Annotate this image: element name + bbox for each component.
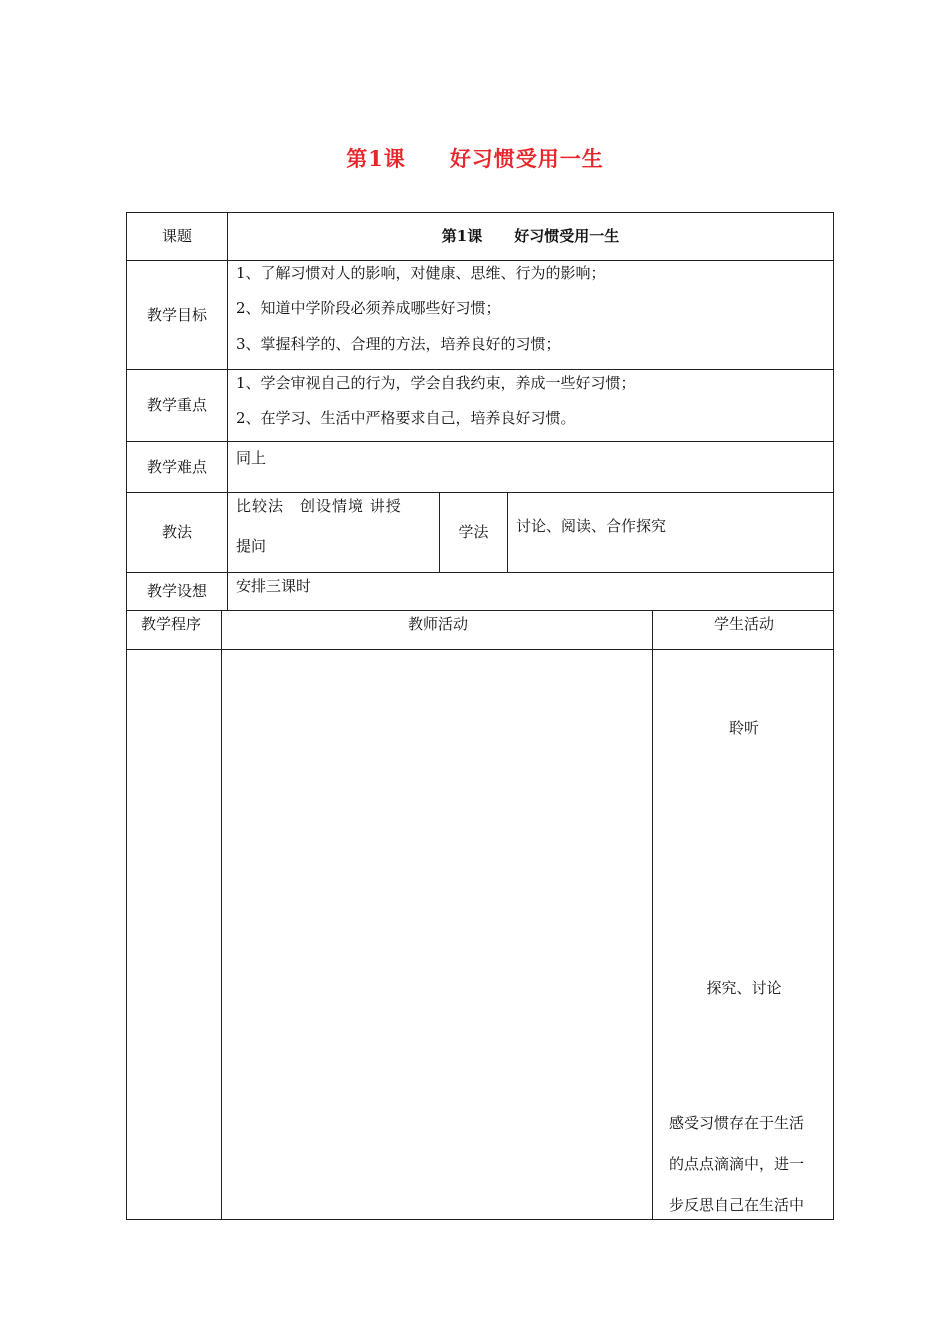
topic-label-cell — [126, 212, 228, 261]
difficulty-content-cell — [227, 441, 834, 493]
design-label-cell — [126, 572, 228, 611]
design-content-cell — [227, 572, 834, 611]
goals-label-cell — [126, 260, 228, 370]
procedure-body-cell — [126, 649, 222, 1220]
student-activity-explore: 探究、讨论 — [706, 979, 782, 997]
title-lesson-topic: 好习惯受用一生 — [449, 146, 604, 171]
student-header: 学生活动 — [713, 615, 774, 633]
difficulty-label-cell — [126, 441, 228, 493]
student-activity-reflect: 步反思自己在生活中 — [669, 1196, 805, 1214]
student-body-cell — [652, 649, 834, 1220]
document-title — [0, 143, 950, 173]
focus-content-cell — [227, 369, 834, 442]
topic-label: 课题 — [161, 227, 192, 245]
student-header-cell — [652, 610, 834, 650]
teacher-body-cell — [221, 649, 653, 1220]
teacher-header: 教师活动 — [407, 615, 468, 633]
teaching-method-line: 提问 — [236, 537, 267, 555]
goal-item: 3、掌握科学的、合理的方法，培养良好的习惯； — [236, 335, 561, 353]
design-label: 教学设想 — [146, 582, 207, 600]
learning-method-content-cell — [507, 492, 834, 573]
teaching-method-label-cell — [126, 492, 228, 573]
focus-item: 2、在学习、生活中严格要求自己，培养良好习惯。 — [236, 409, 576, 427]
focus-label: 教学重点 — [146, 396, 207, 414]
learning-method-label-cell — [439, 492, 508, 573]
student-activity-listen: 聆听 — [728, 719, 759, 737]
focus-label-cell — [126, 369, 228, 442]
goal-item: 1、了解习惯对人的影响，对健康、思维、行为的影响； — [236, 264, 606, 282]
difficulty-value: 同上 — [236, 449, 267, 467]
procedure-header-cell — [126, 610, 222, 650]
student-activity-reflect: 感受习惯存在于生活 — [669, 1114, 805, 1132]
learning-method-label: 学法 — [458, 523, 489, 541]
topic-value-cell — [227, 212, 834, 261]
teaching-method-line: 比较法 创设情境 讲授 — [236, 497, 402, 515]
goals-content-cell — [227, 260, 834, 370]
teaching-method-content-cell — [227, 492, 440, 573]
title-lesson-number: 第1课 — [346, 146, 406, 171]
procedure-header: 教学程序 — [141, 615, 202, 633]
goal-item: 2、知道中学阶段必须养成哪些好习惯； — [236, 299, 501, 317]
focus-item: 1、学会审视自己的行为，学会自我约束，养成一些好习惯； — [236, 374, 636, 392]
teaching-method-label: 教法 — [161, 523, 192, 541]
learning-method-value: 讨论、阅读、合作探究 — [516, 517, 667, 535]
difficulty-label: 教学难点 — [146, 457, 207, 476]
teacher-header-cell — [221, 610, 653, 650]
topic-lesson-number: 第1课 — [441, 227, 483, 245]
topic-lesson-name: 好习惯受用一生 — [514, 227, 620, 245]
student-activity-reflect: 的点点滴滴中，进一 — [669, 1155, 805, 1173]
goals-label: 教学目标 — [146, 305, 207, 324]
design-value: 安排三课时 — [236, 577, 312, 595]
